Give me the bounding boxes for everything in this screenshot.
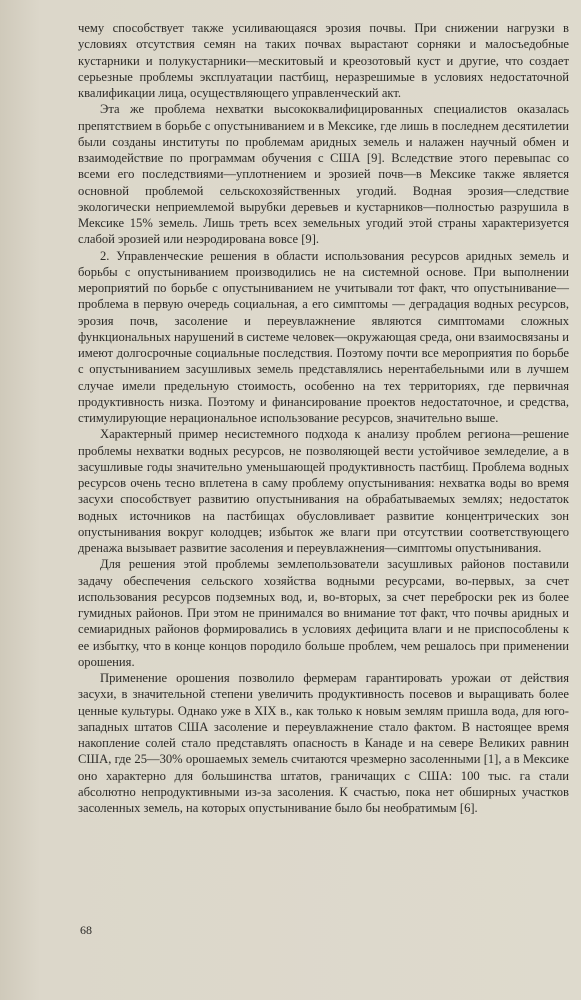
paragraph-2: Эта же проблема нехватки высококвалифицированных специалистов оказалась препятствием в борьбе с опустыниванием и в Мексике, где лишь в последнем десятилетии были созданы институты по проблемам аридных земель и налажен научный обмен и взаимодействие по программам обучения с США [9]. Вследствие этого перевыпас со всеми его последствиями—уплотнением и эрозией почв—в Мексике также является основной проблемой сельскохозяйственных угодий. Водная эрозия—следствие экологически неприемлемой вырубки деревьев и кустарников—полностью разрушила в Мексике 15% земель. Лишь треть всех земельных угодий этой страны характеризуется слабой эрозией или неэродирована вовсе [9]. — [78, 102, 569, 247]
paragraph-1: чему способствует также усиливающаяся эрозия почвы. При снижении нагрузки в условиях отсутствия семян на таких почвах вырастают сорняки и малосъедобные кустарники и полукустарники—мескитовый и креозотовый куст и другие, что создает серьезные проблемы эксплуатации пастбищ, неразрешимые в условиях недостаточной квалификации лица, осуществляющего управленческий акт. — [78, 21, 569, 100]
paragraph-4: Характерный пример несистемного подхода к анализу проблем региона—решение проблемы нехватки водных ресурсов, не позволяющей вести устойчивое земледелие, а в засушливые годы значительно уменьшающей продуктивность пастбищ. Проблема водных ресурсов очень тесно вплетена в саму проблему опустынивания: нехватка воды во время засухи способствует развитию опустынивания на обрабатываемых землях; недостаток водных источников на пастбищах обусловливает развитие концентрических зон опустынивания вокруг колодцев; избыток же влаги при отсутствии соответствующего дренажа вызывает развитие засоления и переувлажнения—симптомы опустынивания. — [78, 427, 569, 555]
paragraph-3: 2. Управленческие решения в области использования ресурсов аридных земель и борьбы с опустыниванием производились не на системной основе. При выполнении мероприятий по борьбе с опустыниванием не учитывали тот факт, что опустынивание—проблема в первую очередь социальная, а его симптомы — деградация водных ресурсов, эрозия почв, засоление и переувлажнение являются симптомами сложных функциональных нарушений в системе человек—окружающая среда, они взаимосвязаны и имеют долгосрочные социальные последствия. Поэтому почти все мероприятия по борьбе с опустыниванием засушливых земель представлялись нерентабельными или в лучшем случае имели предельную стоимость, особенно на тех территориях, где первичная продуктивность низка. Поэтому и финансирование проектов недостаточное, и средства, стимулирующие нерациональное использование ресурсов, значительно выше. — [78, 248, 569, 425]
paragraph-6: Применение орошения позволило фермерам гарантировать урожаи от действия засухи, в значительной степени увеличить продуктивность посевов и выращивать более ценные культуры. Однако уже в XIX в., как только к новым землям пришла вода, для юго-западных штатов США засоление и переувлажнение стало фактом. В настоящее время накопление солей стало представлять опасность в Канаде и на севере Великих равнин США, где 25—30% орошаемых земель считаются чрезмерно засоленными [1], а в Мексике оно характерно для большинства штатов, граничащих с США: 100 тыс. га стали абсолютно непродуктивными из-за засоления. К счастью, пока нет обширных участков засоленных земель, на которых опустынивание было бы необратимым [6]. — [78, 671, 569, 815]
page-number: 68 — [80, 923, 92, 937]
body-text — [78, 20, 569, 816]
paragraph-5: Для решения этой проблемы землепользователи засушливых районов поставили задачу обеспечения сельского хозяйства водными ресурсами, во-первых, за счет использования ресурсов подземных вод, и, во-вторых, за счет переброски рек из более гумидных районов. При этом не принимался во внимание тот факт, что почвы аридных и семиаридных районов формировались в условиях дефицита влаги и не приспособлены к ее избытку, что в конце концов породило больше проблем, чем решалось при применении орошения. — [78, 557, 569, 669]
